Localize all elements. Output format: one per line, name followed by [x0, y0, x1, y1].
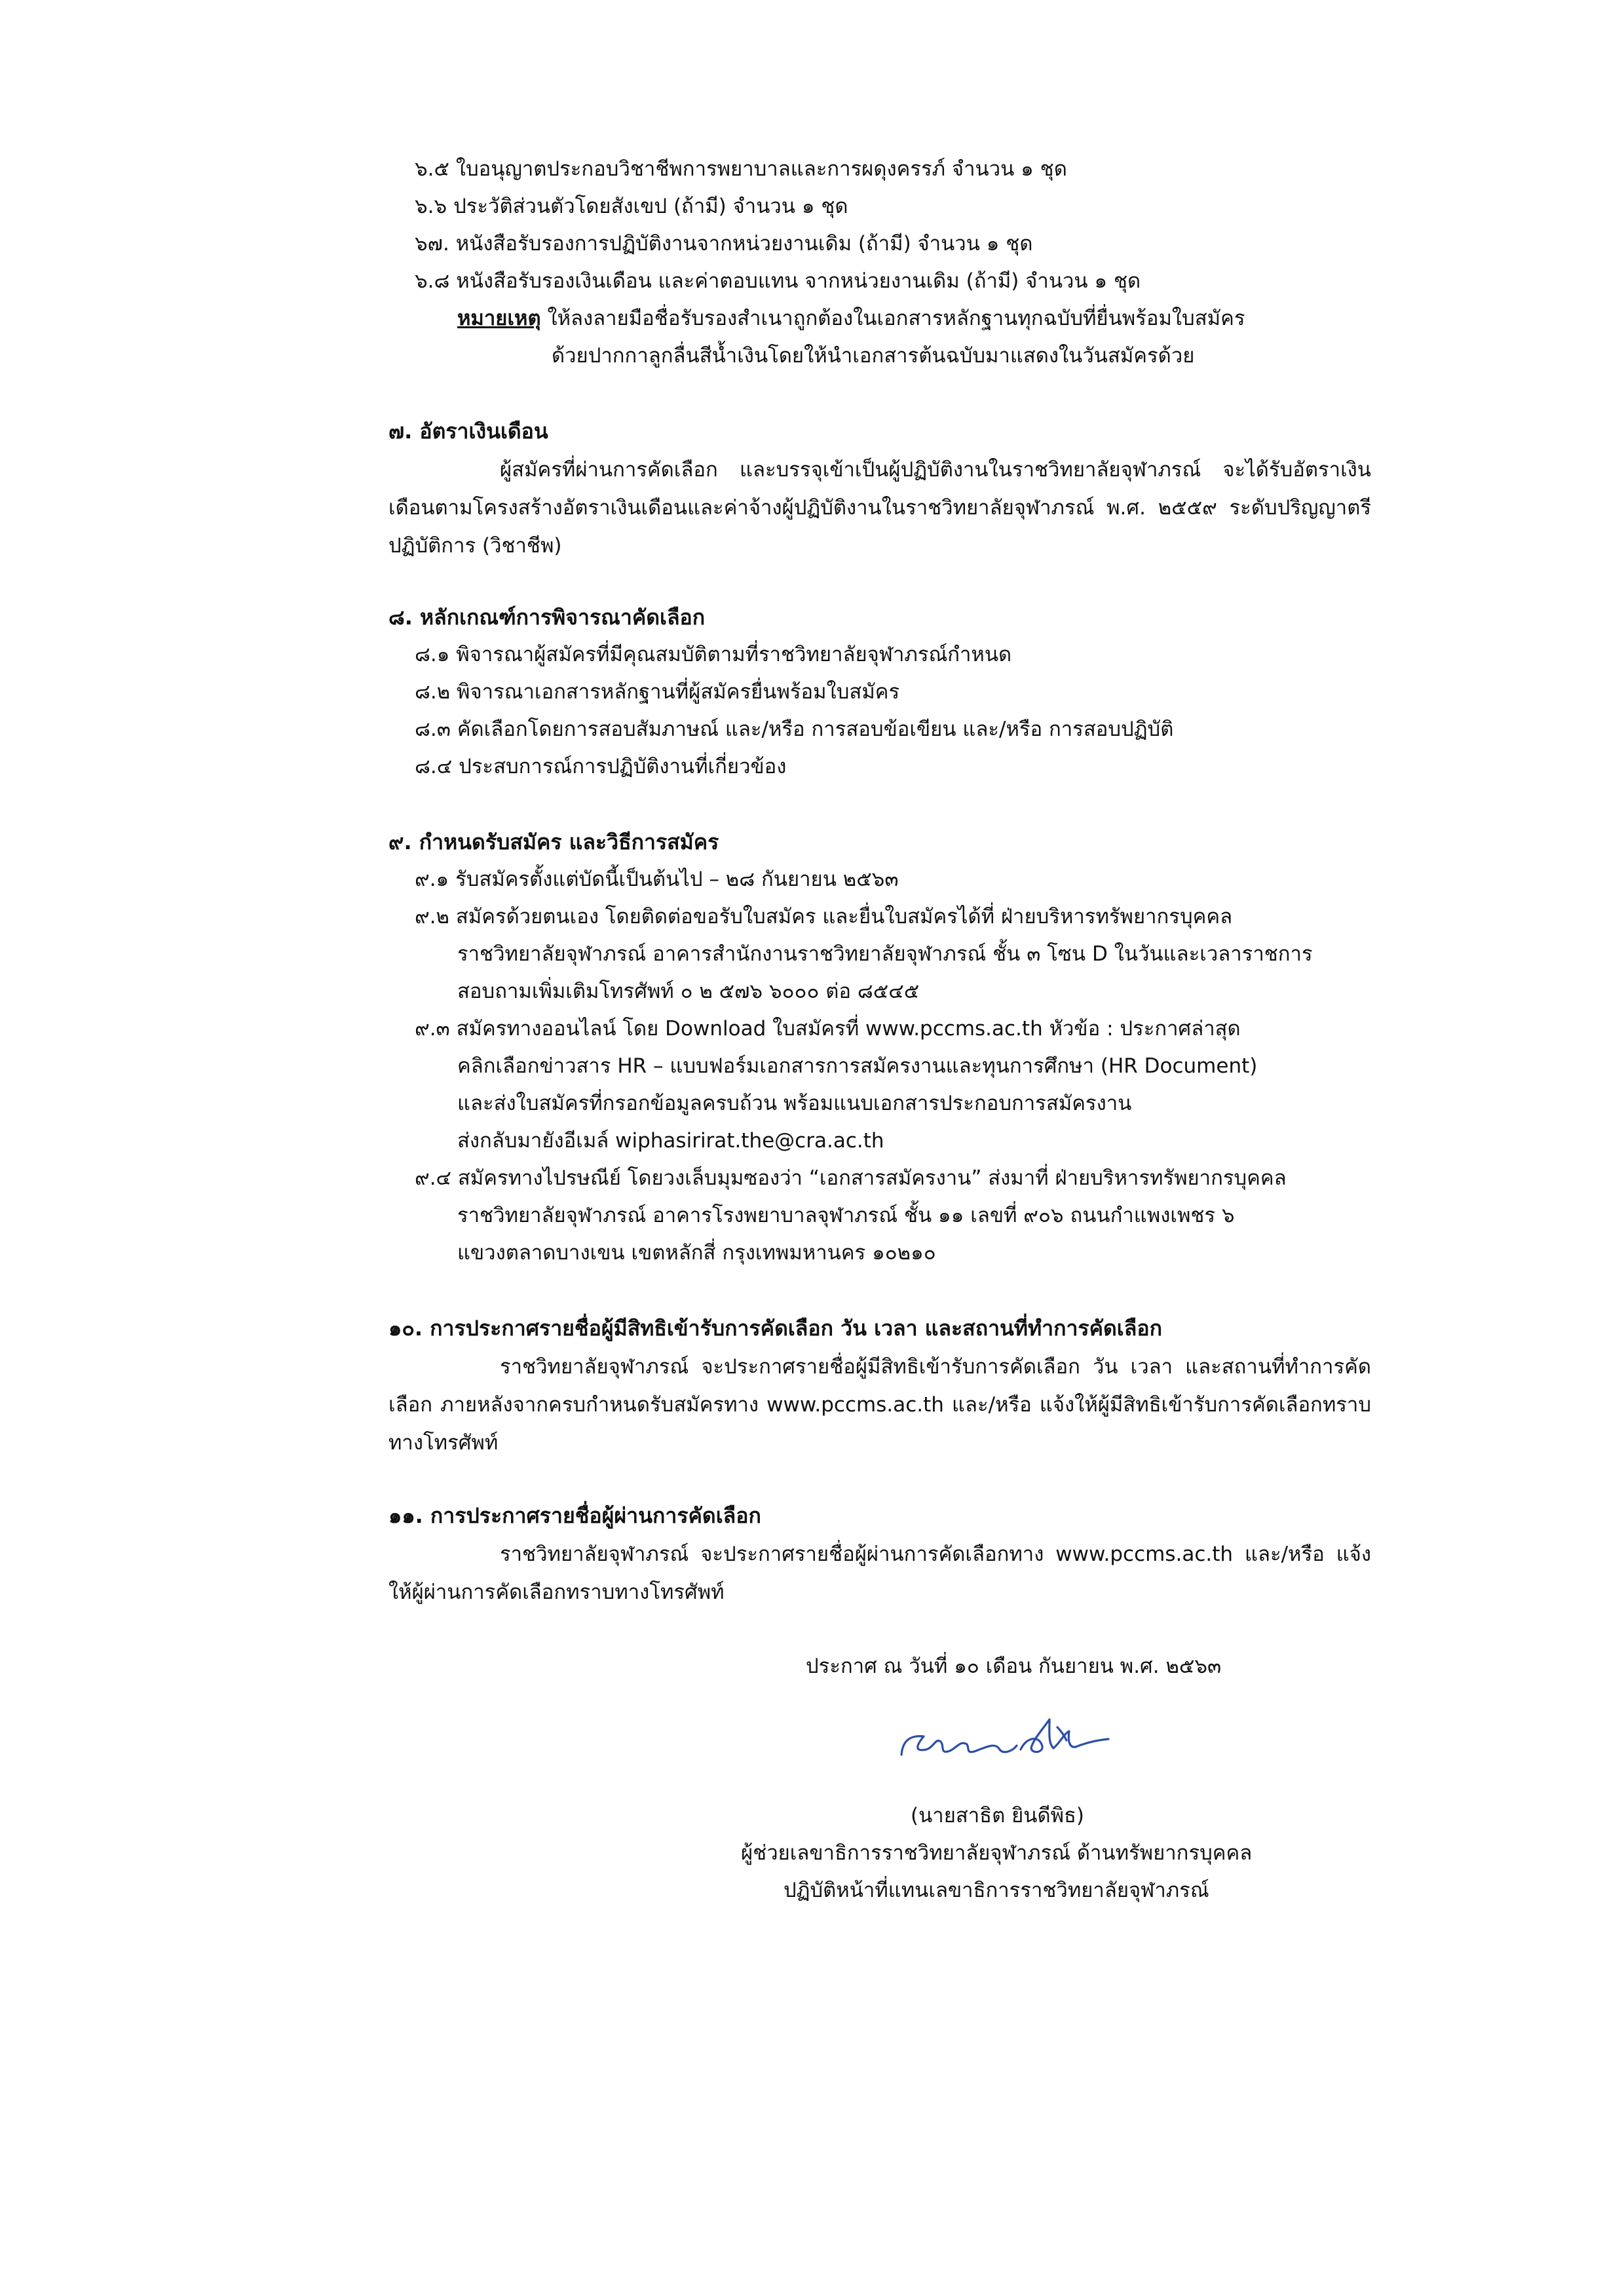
apply-item-4-line: ราชวิทยาลัยจุฬาภรณ์ อาคารโรงพยาบาลจุฬาภรณ์ ชั้น ๑๑ เลขที่ ๙๐๖ ถนนกำแพงเพชร ๖: [457, 1204, 1235, 1227]
section-10-body: ราชวิทยาลัยจุฬาภรณ์ จะประกาศรายชื่อผู้มีสิทธิเข้ารับการคัดเลือก วัน เวลา และสถานที่ทำการคัดเลือก ภายหลังจากครบกำหนดรับสมัครทาง www.pccms.ac.th และ/หรือ แจ้งให้ผู้มีสิทธิเข้ารับการคัดเลือกทราบทางโทรศัพท์: [388, 1355, 1371, 1455]
apply-item-4: ๙.๔ สมัครทางไปรษณีย์ โดยวงเล็บมุมซองว่า “เอกสารสมัครงาน” ส่งมาที่ ฝ่ายบริหารทรัพยากรบุคคล: [415, 1166, 1287, 1190]
criteria-item: ๘.๒ พิจารณาเอกสารหลักฐานที่ผู้สมัครยื่นพร้อมใบสมัคร: [415, 680, 900, 704]
section-heading-10: ๑๐. การประกาศรายชื่อผู้มีสิทธิเข้ารับการคัดเลือก วัน เวลา และสถานที่ทำการคัดเลือก: [388, 1316, 1162, 1341]
doc-item: ๖๗. หนังสือรับรองการปฏิบัติงานจากหน่วยงานเดิม (ถ้ามี) จำนวน ๑ ชุด: [415, 232, 1033, 256]
apply-item-2: ๙.๒ สมัครด้วยตนเอง โดยติดต่อขอรับใบสมัคร และยื่นใบสมัครได้ที่ ฝ่ายบริหารทรัพยากรบุคคล: [415, 905, 1233, 928]
apply-item-2-line: สอบถามเพิ่มเติมโทรศัพท์ ๐ ๒ ๕๗๖ ๖๐๐๐ ต่อ ๘๕๔๕: [457, 980, 920, 1003]
doc-item: ๖.๕ ใบอนุญาตประกอบวิชาชีพการพยาบาลและการผดุงครรภ์ จำนวน ๑ ชุด: [415, 157, 1067, 181]
section-heading-8: ๘. หลักเกณฑ์การพิจารณาคัดเลือก: [388, 605, 706, 630]
criteria-item: ๘.๑ พิจารณาผู้สมัครที่มีคุณสมบัติตามที่ราชวิทยาลัยจุฬาภรณ์กำหนด: [415, 643, 1012, 666]
note-line: [457, 304, 1245, 333]
signer-name: (นายสาธิต ยินดีพิธ): [911, 1804, 1085, 1827]
criteria-item: ๘.๔ ประสบการณ์การปฏิบัติงานที่เกี่ยวข้อง: [415, 755, 787, 778]
signer-role: ปฏิบัติหน้าที่แทนเลขาธิการราชวิทยาลัยจุฬาภรณ์: [784, 1879, 1209, 1902]
apply-item-3-line: และส่งใบสมัครที่กรอกข้อมูลครบถ้วน พร้อมแนบเอกสารประกอบการสมัครงาน: [457, 1092, 1132, 1115]
signature-image: [897, 1712, 1114, 1770]
doc-item: ๖.๖ ประวัติส่วนตัวโดยสังเขป (ถ้ามี) จำนวน ๑ ชุด: [415, 195, 848, 218]
note-label: หมายเหตุ: [457, 307, 541, 330]
announcement-date: ประกาศ ณ วันที่ ๑๐ เดือน กันยายน พ.ศ. ๒๕๖๓: [806, 1655, 1222, 1678]
apply-item-4-line: แขวงตลาดบางเขน เขตหลักสี่ กรุงเทพมหานคร ๑๐๒๑๐: [457, 1241, 936, 1265]
doc-item: ๖.๘ หนังสือรับรองเงินเดือน และค่าตอบแทน จากหน่วยงานเดิม (ถ้ามี) จำนวน ๑ ชุด: [415, 269, 1141, 293]
section-heading-9: ๙. กำหนดรับสมัคร และวิธีการสมัคร: [388, 830, 719, 854]
apply-item-3-line: ส่งกลับมายังอีเมล์ wiphasirirat.the@cra.ac.th: [457, 1129, 884, 1153]
section-7-body: ผู้สมัครที่ผ่านการคัดเลือก และบรรจุเข้าเป็นผู้ปฏิบัติงานในราชวิทยาลัยจุฬาภรณ์ จะได้รับอัตราเงินเดือนตามโครงสร้างอัตราเงินเดือนและค่าจ้างผู้ปฏิบัติงานในราชวิทยาลัยจุฬาภรณ์ พ.ศ. ๒๕๕๙ ระดับปริญญาตรี ปฏิบัติการ (วิชาชีพ): [388, 458, 1371, 558]
apply-item-3-line: คลิกเลือกข่าวสาร HR – แบบฟอร์มเอกสารการสมัครงานและทุนการศึกษา (HR Document): [457, 1054, 1258, 1078]
section-11-body: ราชวิทยาลัยจุฬาภรณ์ จะประกาศรายชื่อผู้ผ่านการคัดเลือกทาง www.pccms.ac.th และ/หรือ แจ้งให้ผู้ผ่านการคัดเลือกทราบทางโทรศัพท์: [388, 1542, 1371, 1604]
apply-item-2-line: ราชวิทยาลัยจุฬาภรณ์ อาคารสำนักงานราชวิทยาลัยจุฬาภรณ์ ชั้น ๓ โซน D ในวันและเวลาราชการ: [457, 942, 1313, 966]
apply-item-1: ๙.๑ รับสมัครตั้งแต่บัดนี้เป็นต้นไป – ๒๘ กันยายน ๒๕๖๓: [415, 868, 899, 891]
apply-item-3: ๙.๓ สมัครทางออนไลน์ โดย Download ใบสมัครที่ www.pccms.ac.th หัวข้อ : ประกาศล่าสุด: [415, 1017, 1241, 1041]
section-heading-7: ๗. อัตราเงินเดือน: [388, 419, 548, 444]
criteria-item: ๘.๓ คัดเลือกโดยการสอบสัมภาษณ์ และ/หรือ การสอบข้อเขียน และ/หรือ การสอบปฏิบัติ: [415, 718, 1174, 741]
note-text: ให้ลงลายมือชื่อรับรองสำเนาถูกต้องในเอกสารหลักฐานทุกฉบับที่ยื่นพร้อมใบสมัคร: [540, 307, 1245, 330]
signer-title: ผู้ช่วยเลขาธิการราชวิทยาลัยจุฬาภรณ์ ด้านทรัพยากรบุคคล: [741, 1841, 1253, 1865]
note-line-2: ด้วยปากกาลูกลื่นสีน้ำเงินโดยให้นำเอกสารต้นฉบับมาแสดงในวันสมัครด้วย: [552, 344, 1195, 368]
section-heading-11: ๑๑. การประกาศรายชื่อผู้ผ่านการคัดเลือก: [388, 1503, 761, 1528]
